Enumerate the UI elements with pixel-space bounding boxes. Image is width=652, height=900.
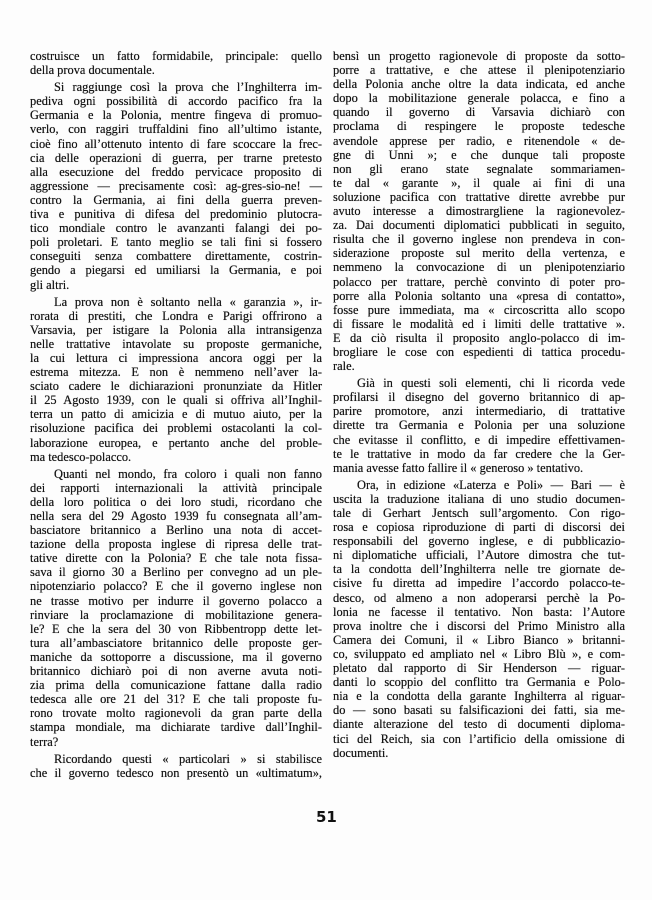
text-line: za. Dai documenti diplomatici pubblicati in seguito,: [333, 218, 625, 233]
text-line: diante alterazione del testo di documenti diploma-: [333, 717, 625, 732]
text-line: Già in questi soli elementi, chi li ricorda vede: [357, 376, 625, 391]
text-line: documenti.: [333, 745, 389, 760]
text-line: proclama di respingere le proposte tedesche: [333, 119, 625, 134]
text-line: tedesca alle ore 21 del 31? E che tali proposte fu-: [30, 692, 322, 707]
text-line: bensì un progetto ragionevole di proposte da sotto-: [333, 49, 625, 63]
text-line: risulta che il governo inglese non prendeva in con-: [333, 232, 625, 247]
text-line: pletato dal rapporto di Sir Henderson — riguar-: [333, 661, 625, 676]
paragraph: [333, 478, 625, 760]
text-line: mania avesse fatto fallire il « generoso » tentativo.: [333, 460, 584, 475]
text-line: poli proletari. E tanto meglio se tali fini si fossero: [30, 235, 322, 250]
paragraph: [30, 49, 322, 77]
text-line: conseguiti senza combattere direttamente, costrin-: [30, 249, 322, 264]
paragraph: [333, 49, 625, 373]
text-line: rorata di prestiti, che Londra e Parigi offrirono a: [30, 308, 322, 323]
text-line: parire promotore, anzi intermediario, di trattative: [333, 404, 625, 419]
text-line: gne di Unni »; e che dunque tali proposte: [333, 147, 625, 162]
text-line: della loro politica o dei loro studi, ricordano che: [30, 494, 322, 509]
text-line: nemmeno la convocazione di un plenipotenziario: [333, 260, 625, 275]
text-line: cioè fino all’ottenuto intento di fare scoccare la frec-: [30, 136, 322, 151]
text-line: Germania e la Polonia, mentre fingeva di promuo-: [30, 108, 322, 123]
text-line: costruisce un fatto formidabile, principale: quello: [30, 49, 322, 63]
text-line: La prova non è soltanto nella « garanzia », ir-: [54, 294, 322, 309]
text-line: polacco per trattare, perchè convinto di poter pro-: [333, 274, 625, 289]
text-line: ta la condotta dell’Inghilterra nelle tre giornate de-: [333, 562, 625, 577]
text-line: dei rapporti internazionali la attività principale: [30, 480, 322, 495]
text-line: tazione della proposta inglese di ripresa delle trat-: [30, 537, 322, 552]
text-line: rono trovate molto ragionevoli da gran parte della: [30, 706, 322, 721]
text-line: maniche da sottoporre a discussione, ma il governo: [30, 649, 322, 664]
text-line: di fissare le modalità ed i limiti delle trattative ».: [333, 316, 625, 331]
text-line: rale.: [333, 359, 355, 374]
paragraph: [30, 295, 322, 464]
text-line: gendo a piegarsi ed umiliarsi la Germania, e poi: [30, 263, 322, 278]
text-line: stampa mondiale, ma dichiarate tardive dall’Inghil-: [30, 720, 322, 735]
text-line: contro la Germania, ai fini della guerra preven-: [30, 192, 322, 207]
text-line: alla esecuzione del freddo pervicace proposito di: [30, 164, 322, 179]
text-line: avuto interesse a dimostrargliene la ragionevolez-: [333, 204, 625, 219]
text-line: ne trasse motivo per indurre il governo polacco a: [30, 593, 322, 608]
text-line: tico mondiale contro le avanzanti falangi dei po-: [30, 221, 322, 236]
text-line: porre alla Polonia soltanto una «presa di contatto»,: [333, 288, 625, 303]
text-line: britannico dichiarò poi di non averne avuta noti-: [30, 664, 322, 679]
text-line: rosa e copiosa riproduzione di parti di discorsi dei: [333, 520, 625, 535]
text-line: pediva ogni possibilità di accordo pacifico fra la: [30, 94, 322, 109]
text-line: della Polonia anche oltre la data indicata, ed anche: [333, 77, 625, 92]
text-line: fosse pure immediata, ma « circoscritta allo scopo: [333, 302, 625, 317]
text-line: nelle trattative intavolate su proposte germaniche,: [30, 336, 322, 351]
text-line: soluzione pacifica con trattative dirette avrebbe pur: [333, 189, 625, 204]
text-line: ma tedesco-polacco.: [30, 449, 132, 464]
text-line: zia prima della comunicazione fattane dalla radio: [30, 678, 322, 693]
text-column-right: [333, 49, 625, 763]
text-line: nipotenziario polacco? E che il governo inglese non: [30, 579, 322, 594]
text-line: prova inoltre che i discorsi del Primo Ministro alla: [333, 618, 625, 633]
text-line: la cui lettura ci impressiona ancora oggi per la: [30, 350, 322, 365]
text-line: sava il giorno 30 a Berlino per convegno ad un ple-: [30, 565, 322, 580]
text-line: E da ciò risulta il proposito anglo-polacco di im-: [333, 330, 625, 345]
text-line: che il governo tedesco non presentò un «ultimatum»,: [30, 765, 322, 780]
text-line: sciato cadere le dichiarazioni pronunziate da Hitler: [30, 379, 322, 394]
text-line: terra?: [30, 734, 59, 749]
text-line: co, sviluppato ed ampliato nel « Libro Blù », e com-: [333, 646, 625, 661]
text-line: nella sera del 29 Agosto 1939 fu consegnata all’am-: [30, 509, 322, 523]
text-line: risoluzione pacifica dei problemi ostacolanti la col-: [30, 421, 322, 436]
text-column-left: [30, 49, 322, 783]
page-number: 51: [316, 808, 337, 826]
text-line: rinviare la proclamazione di mobilitazione genera-: [30, 607, 322, 622]
text-line: dopo la mobilitazione generale polacca, e fino a: [333, 91, 625, 106]
text-line: porre a trattative, e che attese il plenipotenziario: [333, 63, 625, 78]
text-line: quando il governo di Varsavia dichiarò con: [333, 105, 625, 120]
text-line: dirette tra Germania e Polonia per una soluzione: [333, 418, 625, 433]
text-line: tiva e punitiva di difesa del predominio plutocra-: [30, 207, 322, 222]
text-line: nia e la condotta della garante Inghilterra al riguar-: [333, 689, 625, 704]
text-line: basciatore britannico a Berlino una nota di accet-: [30, 523, 322, 538]
text-line: cia delle operazioni di guerra, per trarne pretesto: [30, 150, 322, 165]
text-line: Ora, in edizione «Laterza e Poli» — Bari — è: [357, 477, 625, 492]
paragraph: [30, 80, 322, 291]
text-line: tative dirette con la Polonia? E che tale nota fissa-: [30, 551, 322, 566]
text-line: brogliare le cose con espedienti di tattica procedu-: [333, 344, 625, 359]
text-line: uscita la traduzione italiana di uno studio documen-: [333, 491, 625, 506]
text-line: non gli erano state segnalate sommariamen-: [333, 161, 625, 176]
text-line: verlo, con raggiri truffaldini fino all’ultimo istante,: [30, 122, 322, 137]
text-line: estrema mitezza. E non è nemmeno nell’aver la-: [30, 365, 322, 380]
text-line: il 25 Agosto 1939, con le quali si offriva all’Inghil-: [30, 393, 322, 408]
text-line: danti lo scoppio del conflitto tra Germania e Polo-: [333, 675, 625, 690]
text-line: tura all’ambasciatore britannico delle proposte ger-: [30, 635, 322, 650]
text-line: lonia ne facesse il tentativo. Non basta: l’Autore: [333, 604, 625, 619]
text-line: laborazione europea, e pertanto anche del proble-: [30, 435, 322, 450]
text-line: ni diplomatiche ufficiali, l’Autore dimostra che tut-: [333, 548, 625, 563]
text-line: terra un patto di amicizia e di mutuo aiuto, per la: [30, 407, 322, 422]
text-line: tici del Reich, sia con l’artificio della omissione di: [333, 731, 625, 746]
text-line: siderazione proposte sul merito della vertenza, e: [333, 246, 625, 261]
text-line: avendole apprese per radio, e ritenendole « de-: [333, 133, 625, 148]
text-line: gli altri.: [30, 277, 70, 292]
text-line: tale di Gerhart Jentsch sull’argomento. Con rigo-: [333, 506, 625, 520]
text-line: te dal « garante », il quale ai fini di una: [333, 175, 625, 190]
text-line: responsabili del governo inglese, e di pubblicazio-: [333, 534, 625, 549]
text-line: Si raggiunge così la prova che l’Inghilterra im-: [54, 80, 322, 95]
text-line: Quanti nel mondo, fra coloro i quali non fanno: [54, 466, 322, 481]
text-line: Camera dei Comuni, il « Libro Bianco » britanni-: [333, 632, 625, 647]
text-line: che evitasse il conflitto, e di impedire effettivamen-: [333, 432, 625, 447]
text-line: profilarsi il disegno del governo britannico di ap-: [333, 390, 625, 405]
text-line: Varsavia, per istigare la Polonia alla intransigenza: [30, 322, 322, 337]
paragraph: [30, 752, 322, 780]
text-line: Ricordando questi « particolari » si stabilisce: [54, 751, 322, 766]
text-line: della prova documentale.: [30, 63, 155, 78]
text-line: aggressione — precisamente così: ag-gres-sio-ne! —: [30, 178, 322, 193]
text-line: do — sono basati su falsificazioni dei fatti, sia me-: [333, 703, 625, 718]
text-line: desco, od almeno a non adoperarsi perchè la Po-: [333, 590, 625, 605]
paragraph: [30, 467, 322, 749]
text-line: te le trattative in modo da far credere che la Ger-: [333, 446, 625, 461]
text-line: le? E che la sera del 30 von Ribbentropp dette let-: [30, 621, 322, 636]
text-line: cisive fu diretta ad impedire l’accordo polacco-te-: [333, 576, 625, 591]
paragraph: [333, 376, 625, 475]
